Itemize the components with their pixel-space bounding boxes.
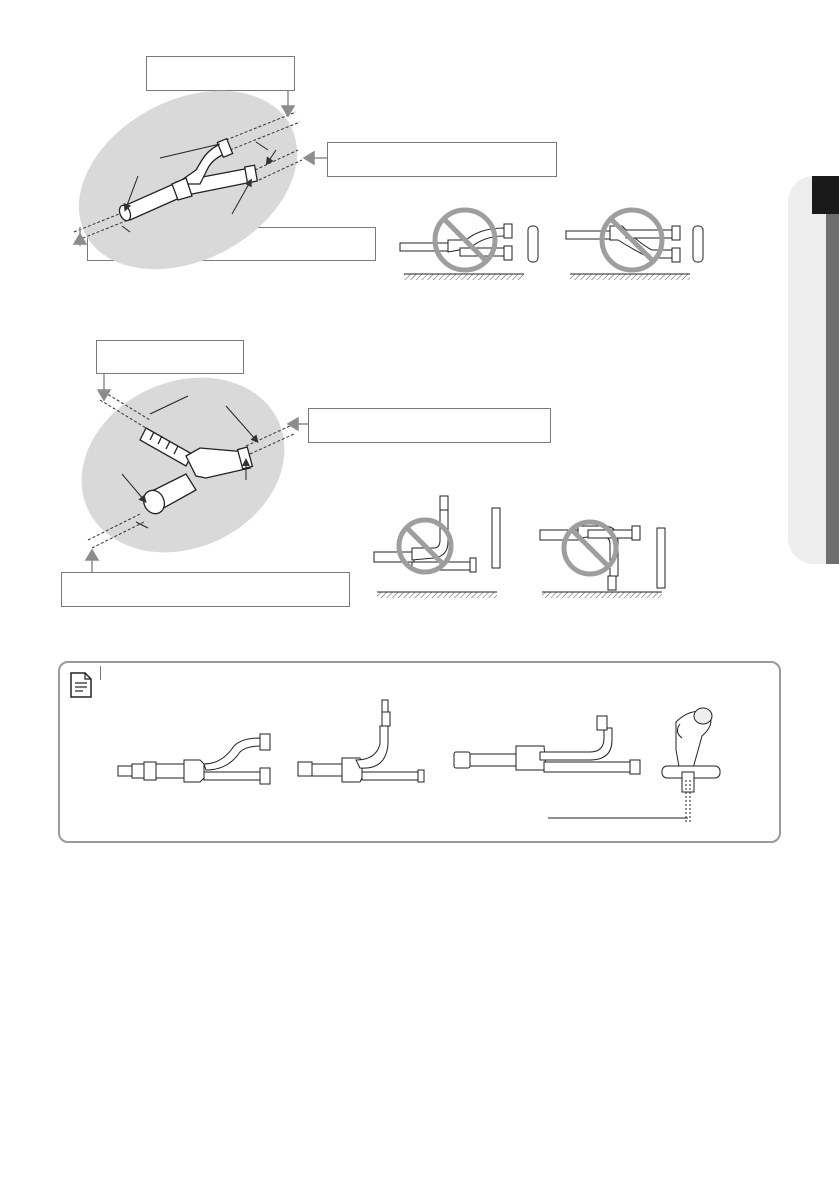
note-pipe-l-branch xyxy=(298,700,424,782)
note-pipe-y-branch xyxy=(118,734,270,784)
note-pipe-cutter-icon xyxy=(662,708,720,822)
note-pipe-long-branch xyxy=(454,716,640,774)
